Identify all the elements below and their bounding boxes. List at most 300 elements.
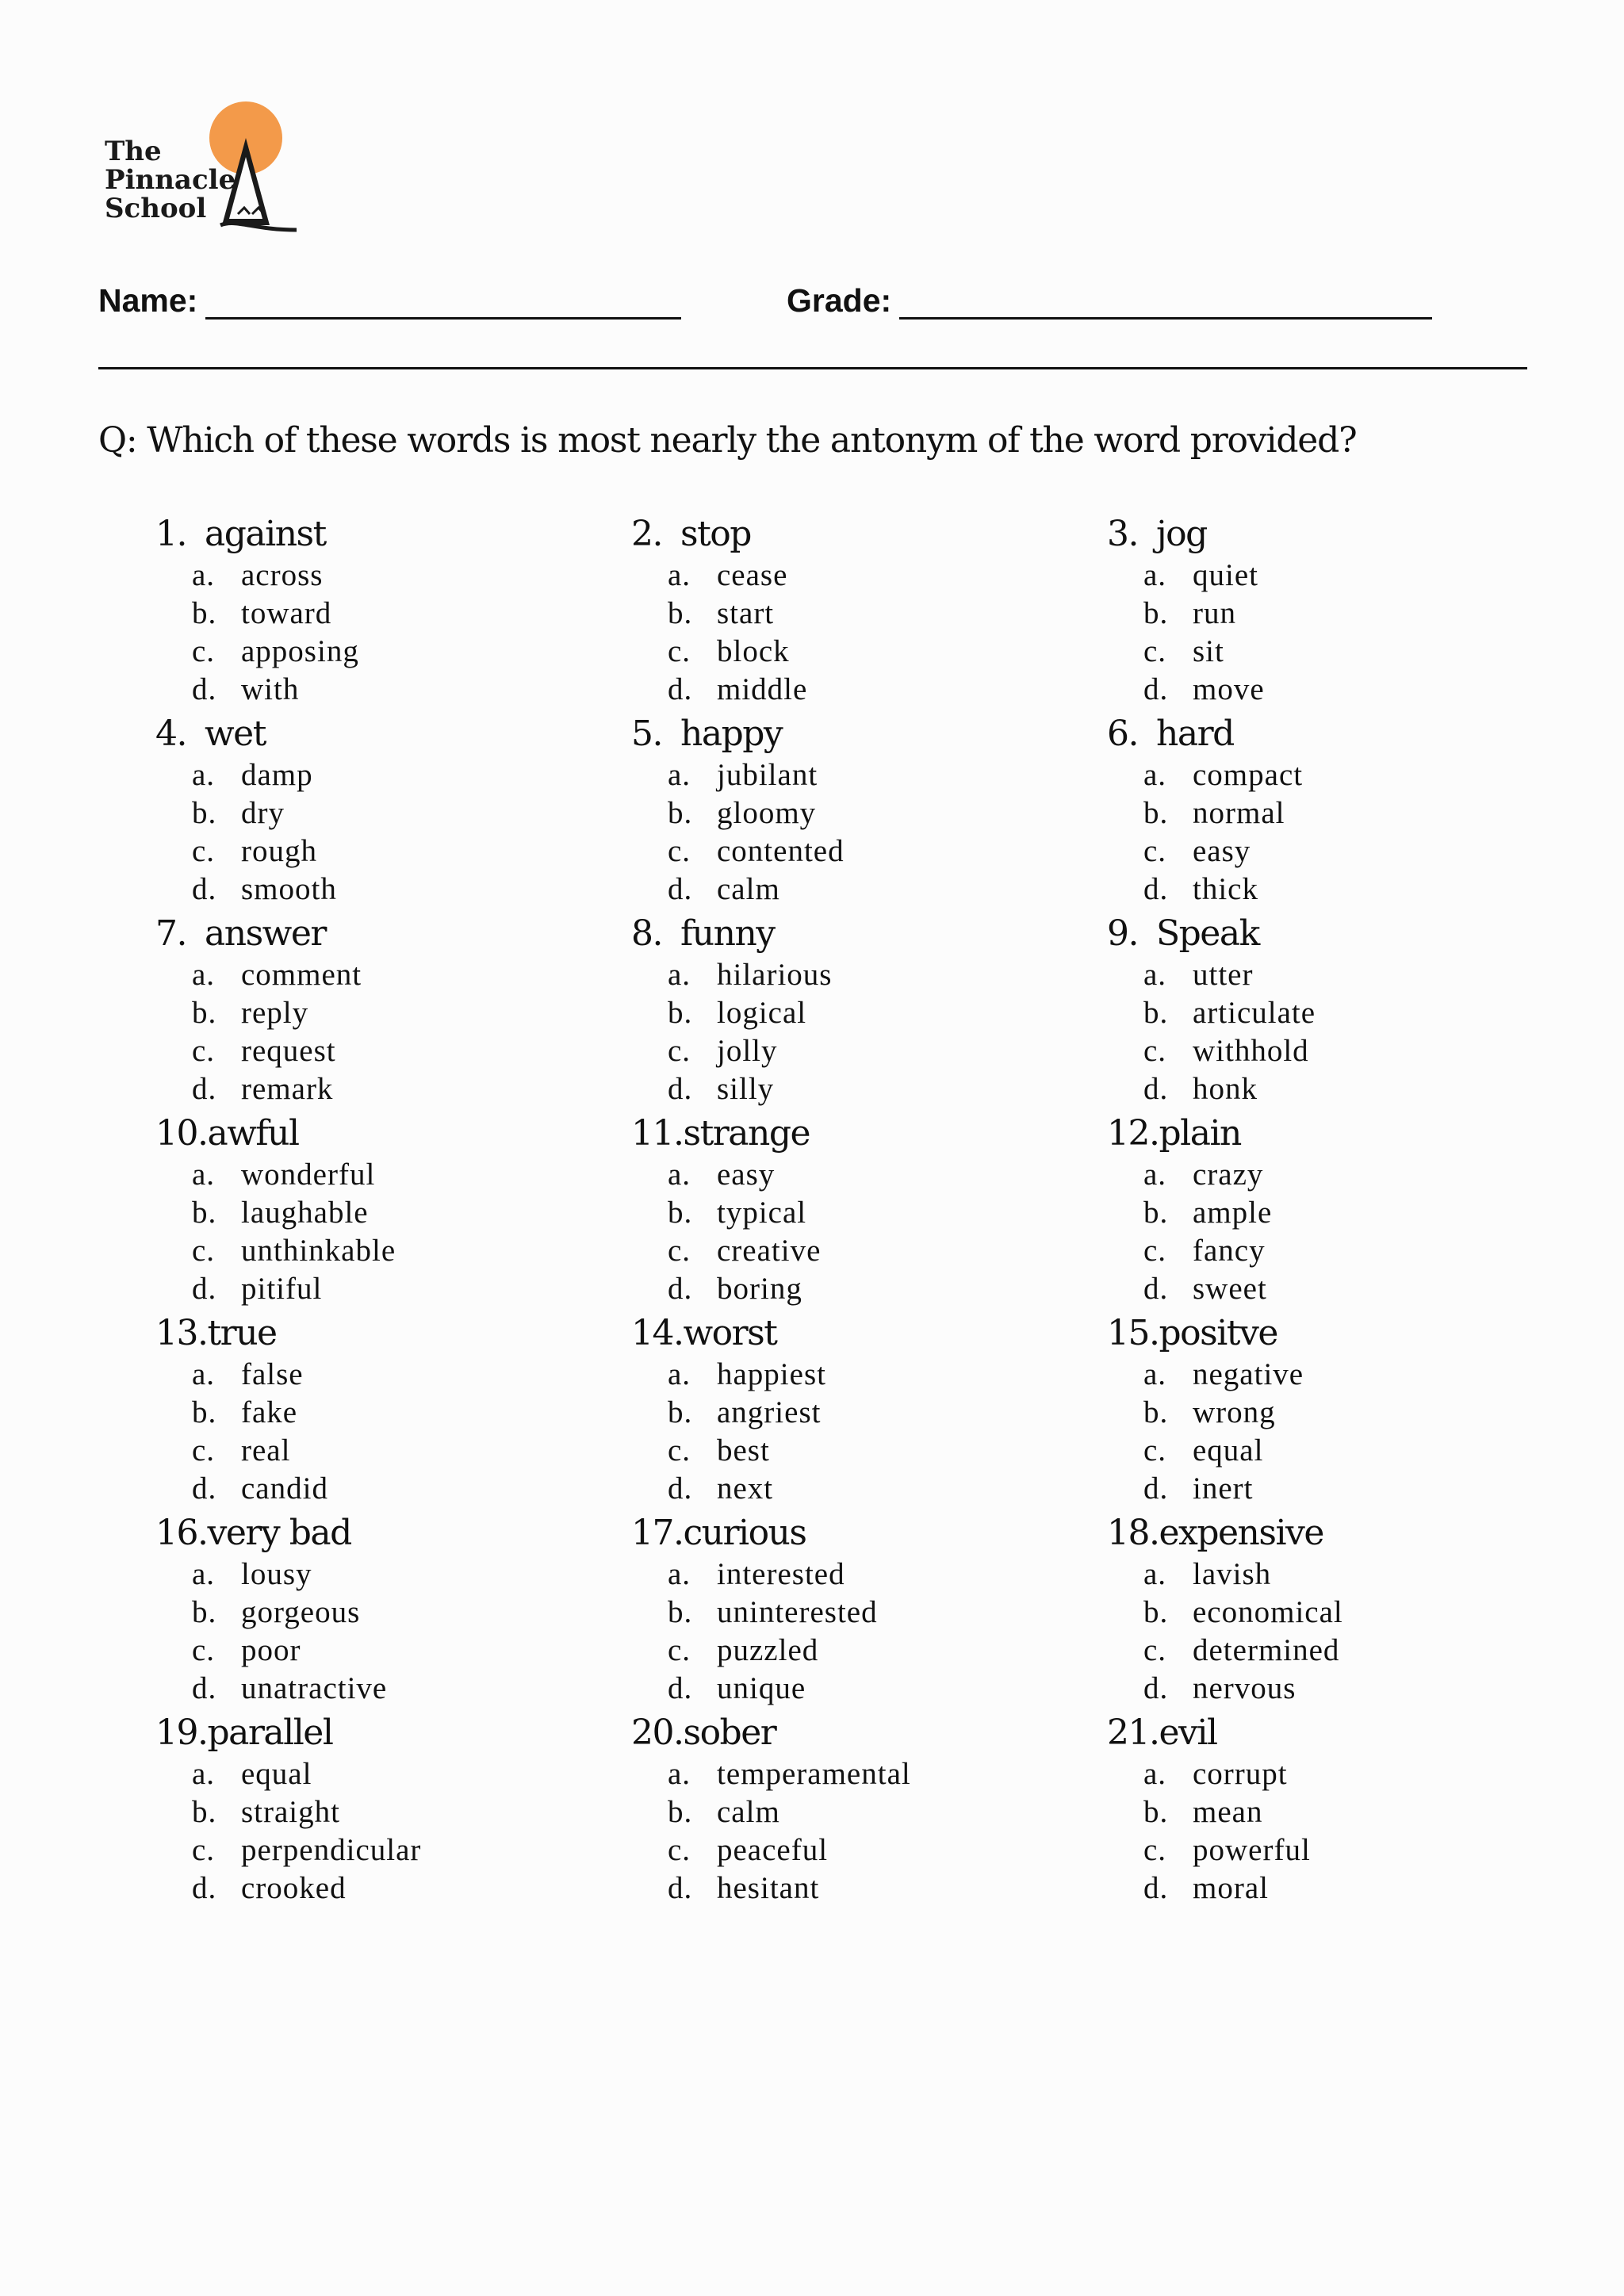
option-letter: d. (1143, 672, 1169, 706)
answer-option[interactable] (155, 756, 599, 794)
answer-option[interactable] (1107, 1555, 1551, 1593)
logo-text-the: The (105, 136, 162, 167)
option-text: jubilant (717, 757, 818, 792)
option-text: moral (1193, 1870, 1269, 1905)
option-letter: a. (192, 1556, 216, 1591)
option-letter: d. (668, 1071, 693, 1106)
answer-option[interactable] (1107, 955, 1551, 993)
option-text: straight (241, 1794, 340, 1829)
option-letter: c. (192, 1632, 216, 1667)
name-blank-line[interactable] (205, 284, 681, 320)
answer-option[interactable] (1107, 632, 1551, 670)
answer-option[interactable] (155, 1469, 599, 1507)
answer-option[interactable] (1107, 1469, 1551, 1507)
option-text: start (717, 595, 775, 630)
grade-blank-line[interactable] (899, 284, 1432, 320)
option-text: happiest (717, 1357, 826, 1391)
question-word: strange (683, 1112, 810, 1154)
answer-option[interactable] (631, 794, 1075, 832)
answer-option[interactable] (155, 1593, 599, 1631)
option-text: hilarious (717, 957, 833, 992)
question-heading (1107, 1111, 1551, 1155)
question-word: jog (1156, 513, 1207, 554)
answer-option[interactable] (631, 756, 1075, 794)
answer-option[interactable] (155, 832, 599, 870)
option-letter: a. (1143, 557, 1167, 592)
option-text: thick (1193, 871, 1258, 906)
name-field (98, 282, 681, 320)
option-letter: c. (668, 633, 691, 668)
question-number: 14. (631, 1312, 684, 1353)
option-text: fancy (1193, 1233, 1266, 1268)
answer-option[interactable] (155, 1231, 599, 1269)
option-letter: a. (192, 1756, 216, 1791)
question-number: 21. (1107, 1712, 1159, 1753)
question-number: 11. (631, 1112, 684, 1154)
option-text: middle (717, 672, 808, 706)
option-letter: c. (192, 1433, 216, 1468)
answer-option[interactable] (1107, 1269, 1551, 1307)
option-letter: d. (1143, 1271, 1169, 1306)
option-text: wrong (1193, 1395, 1276, 1429)
option-text: equal (1193, 1433, 1264, 1468)
question-word: evil (1159, 1712, 1217, 1753)
answer-option[interactable] (631, 1469, 1075, 1507)
answer-option[interactable] (1107, 794, 1551, 832)
question-number: 5. (631, 713, 662, 754)
answer-option[interactable] (631, 670, 1075, 708)
option-text: honk (1193, 1071, 1258, 1106)
option-text: toward (241, 595, 332, 630)
answer-option[interactable] (631, 1669, 1075, 1707)
logo-text-school: School (105, 193, 207, 224)
school-logo (102, 98, 300, 241)
question-item (155, 711, 599, 911)
question-item (631, 1510, 1075, 1710)
answer-option[interactable] (1107, 1355, 1551, 1393)
option-letter: c. (192, 833, 216, 868)
logo-text-pinnacle: Pinnacle (105, 164, 236, 196)
question-word: plain (1159, 1112, 1241, 1154)
question-item (631, 511, 1075, 711)
option-letter: b. (668, 1794, 693, 1829)
question-number: 10. (155, 1112, 208, 1154)
option-text: compact (1193, 757, 1304, 792)
question-item (155, 511, 599, 711)
answer-option[interactable] (631, 1755, 1075, 1793)
option-letter: a. (668, 1357, 691, 1391)
option-text: normal (1193, 795, 1285, 830)
option-letter: b. (668, 995, 693, 1030)
option-text: jolly (717, 1033, 778, 1068)
answer-option[interactable] (155, 794, 599, 832)
answer-option[interactable] (1107, 670, 1551, 708)
option-letter: c. (668, 1433, 691, 1468)
question-item (631, 1311, 1075, 1510)
option-letter: b. (668, 1395, 693, 1429)
question-item (1107, 1111, 1551, 1311)
answer-option[interactable] (1107, 756, 1551, 794)
answer-option[interactable] (155, 1631, 599, 1669)
option-letter: b. (668, 795, 693, 830)
answer-option[interactable] (1107, 1755, 1551, 1793)
answer-option[interactable] (155, 955, 599, 993)
header-divider (98, 367, 1527, 369)
answer-option[interactable] (155, 1355, 599, 1393)
option-letter: a. (1143, 1357, 1167, 1391)
answer-option[interactable] (155, 1793, 599, 1831)
option-letter: c. (192, 1233, 216, 1268)
option-letter: d. (192, 1670, 217, 1705)
option-text: block (717, 633, 790, 668)
question-column-2 (631, 511, 1075, 1910)
option-letter: a. (668, 1756, 691, 1791)
question-word: worst (683, 1312, 777, 1353)
answer-option[interactable] (1107, 556, 1551, 594)
option-text: inert (1193, 1471, 1254, 1506)
question-heading (631, 1111, 1075, 1155)
option-letter: a. (668, 557, 691, 592)
option-text: articulate (1193, 995, 1316, 1030)
answer-option[interactable] (155, 1031, 599, 1070)
answer-option[interactable] (155, 1669, 599, 1707)
answer-option[interactable] (155, 1393, 599, 1431)
answer-option[interactable] (155, 1269, 599, 1307)
option-letter: d. (1143, 1870, 1169, 1905)
option-text: fake (241, 1395, 298, 1429)
option-letter: d. (192, 1471, 217, 1506)
answer-option[interactable] (1107, 1070, 1551, 1108)
option-letter: c. (1143, 1033, 1167, 1068)
question-word: awful (207, 1112, 299, 1154)
option-text: economical (1193, 1594, 1343, 1629)
answer-option[interactable] (631, 1555, 1075, 1593)
question-item (155, 1510, 599, 1710)
option-letter: b. (1143, 1195, 1169, 1230)
question-heading (155, 1311, 599, 1355)
option-letter: a. (668, 957, 691, 992)
answer-option[interactable] (1107, 1231, 1551, 1269)
option-text: ample (1193, 1195, 1273, 1230)
question-word: sober (683, 1712, 776, 1753)
answer-option[interactable] (1107, 1793, 1551, 1831)
option-letter: d. (1143, 1471, 1169, 1506)
answer-option[interactable] (1107, 1869, 1551, 1907)
answer-option[interactable] (631, 1031, 1075, 1070)
option-letter: b. (668, 1594, 693, 1629)
option-letter: c. (1143, 1433, 1167, 1468)
option-text: angriest (717, 1395, 822, 1429)
option-text: powerful (1193, 1832, 1311, 1867)
question-number: 16. (155, 1512, 208, 1553)
answer-option[interactable] (631, 870, 1075, 908)
question-heading (155, 1111, 599, 1155)
option-text: gorgeous (241, 1594, 361, 1629)
option-text: sit (1193, 633, 1224, 668)
grade-field (787, 282, 1432, 320)
option-letter: b. (1143, 795, 1169, 830)
answer-option[interactable] (155, 632, 599, 670)
option-text: crooked (241, 1870, 347, 1905)
option-text: calm (717, 871, 780, 906)
option-letter: b. (192, 1395, 217, 1429)
option-text: silly (717, 1071, 775, 1106)
question-number: 4. (155, 713, 186, 754)
question-number: 2. (631, 513, 662, 554)
answer-option[interactable] (155, 1831, 599, 1869)
option-letter: d. (1143, 1071, 1169, 1106)
option-letter: c. (192, 633, 216, 668)
option-text: cease (717, 557, 788, 592)
answer-option[interactable] (155, 670, 599, 708)
option-letter: d. (192, 1071, 217, 1106)
option-letter: b. (192, 1594, 217, 1629)
question-word: wet (205, 713, 266, 754)
option-text: puzzled (717, 1632, 819, 1667)
option-letter: b. (668, 595, 693, 630)
question-heading (631, 1510, 1075, 1555)
answer-option[interactable] (155, 1155, 599, 1193)
option-letter: a. (1143, 1756, 1167, 1791)
answer-option[interactable] (1107, 1155, 1551, 1193)
option-text: lousy (241, 1556, 312, 1591)
option-letter: a. (192, 557, 216, 592)
option-text: logical (717, 995, 807, 1030)
question-heading (1107, 1510, 1551, 1555)
option-letter: b. (192, 1195, 217, 1230)
answer-option[interactable] (155, 1869, 599, 1907)
question-number: 7. (155, 913, 186, 954)
option-text: boring (717, 1271, 802, 1306)
option-text: next (717, 1471, 774, 1506)
answer-option[interactable] (1107, 870, 1551, 908)
option-text: lavish (1193, 1556, 1272, 1591)
option-text: perpendicular (241, 1832, 422, 1867)
answer-option[interactable] (1107, 1393, 1551, 1431)
answer-option[interactable] (631, 1593, 1075, 1631)
option-text: quiet (1193, 557, 1258, 592)
option-text: unthinkable (241, 1233, 396, 1268)
option-letter: a. (668, 757, 691, 792)
answer-option[interactable] (631, 1793, 1075, 1831)
option-text: sweet (1193, 1271, 1267, 1306)
question-heading (155, 711, 599, 756)
option-letter: b. (1143, 1594, 1169, 1629)
answer-option[interactable] (155, 1070, 599, 1108)
option-text: damp (241, 757, 313, 792)
answer-option[interactable] (1107, 1669, 1551, 1707)
option-text: hesitant (717, 1870, 820, 1905)
option-text: smooth (241, 871, 337, 906)
option-letter: b. (192, 995, 217, 1030)
answer-option[interactable] (631, 993, 1075, 1031)
question-item (155, 1111, 599, 1311)
answer-option[interactable] (631, 594, 1075, 632)
question-item (1107, 1311, 1551, 1510)
grade-label: Grade: (787, 282, 892, 319)
answer-option[interactable] (631, 1431, 1075, 1469)
option-text: across (241, 557, 324, 592)
question-heading (155, 1710, 599, 1755)
answer-option[interactable] (631, 1831, 1075, 1869)
answer-option[interactable] (631, 1155, 1075, 1193)
question-heading (631, 511, 1075, 556)
option-text: unique (717, 1670, 806, 1705)
question-number: 17. (631, 1512, 684, 1553)
pinnacle-logo-icon (102, 98, 300, 241)
option-text: uninterested (717, 1594, 878, 1629)
option-letter: c. (668, 1632, 691, 1667)
answer-option[interactable] (1107, 1031, 1551, 1070)
question-number: 18. (1107, 1512, 1159, 1553)
question-word: against (205, 513, 326, 554)
option-text: rough (241, 833, 317, 868)
answer-option[interactable] (155, 594, 599, 632)
question-word: happy (680, 713, 783, 754)
answer-option[interactable] (631, 1193, 1075, 1231)
question-word: parallel (207, 1712, 333, 1753)
answer-option[interactable] (1107, 594, 1551, 632)
answer-option[interactable] (631, 832, 1075, 870)
option-letter: d. (668, 1471, 693, 1506)
answer-option[interactable] (155, 1193, 599, 1231)
option-text: gloomy (717, 795, 817, 830)
answer-option[interactable] (155, 993, 599, 1031)
question-number: 13. (155, 1312, 208, 1353)
student-info-row (98, 282, 1526, 330)
question-item (631, 1710, 1075, 1910)
option-letter: a. (1143, 1556, 1167, 1591)
option-letter: d. (192, 1271, 217, 1306)
question-number: 3. (1107, 513, 1138, 554)
option-text: unatractive (241, 1670, 388, 1705)
option-text: apposing (241, 633, 359, 668)
option-text: reply (241, 995, 309, 1030)
question-heading (155, 911, 599, 955)
answer-option[interactable] (1107, 993, 1551, 1031)
answer-option[interactable] (155, 1755, 599, 1793)
option-text: interested (717, 1556, 845, 1591)
answer-option[interactable] (1107, 1193, 1551, 1231)
option-text: temperamental (717, 1756, 911, 1791)
answer-option[interactable] (1107, 1593, 1551, 1631)
option-text: typical (717, 1195, 807, 1230)
option-letter: a. (192, 757, 216, 792)
answer-option[interactable] (631, 1631, 1075, 1669)
answer-option[interactable] (631, 1355, 1075, 1393)
question-item (1107, 911, 1551, 1111)
question-word: stop (680, 513, 751, 554)
name-label: Name: (98, 282, 198, 319)
option-letter: d. (668, 1670, 693, 1705)
question-word: funny (680, 913, 775, 954)
option-letter: d. (668, 672, 693, 706)
option-text: mean (1193, 1794, 1263, 1829)
question-heading (1107, 1311, 1551, 1355)
question-number: 9. (1107, 913, 1138, 954)
question-item (155, 1311, 599, 1510)
option-letter: a. (192, 957, 216, 992)
option-text: with (241, 672, 300, 706)
answer-option[interactable] (1107, 832, 1551, 870)
question-number: 6. (1107, 713, 1138, 754)
answer-option[interactable] (631, 1231, 1075, 1269)
answer-option[interactable] (631, 1869, 1075, 1907)
option-text: dry (241, 795, 285, 830)
option-letter: a. (192, 1357, 216, 1391)
answer-option[interactable] (631, 632, 1075, 670)
answer-option[interactable] (631, 556, 1075, 594)
answer-option[interactable] (155, 1555, 599, 1593)
question-number: 1. (155, 513, 186, 554)
option-letter: b. (192, 795, 217, 830)
option-text: peaceful (717, 1832, 829, 1867)
option-text: corrupt (1193, 1756, 1288, 1791)
question-number: 20. (631, 1712, 684, 1753)
question-word: true (207, 1312, 277, 1353)
option-letter: c. (1143, 1832, 1167, 1867)
option-text: poor (241, 1632, 301, 1667)
question-heading (631, 911, 1075, 955)
question-word: hard (1156, 713, 1234, 754)
question-prompt: Q: Which of these words is most nearly the antonym of the word provided? (98, 420, 1357, 461)
option-letter: d. (192, 871, 217, 906)
question-item (1107, 1710, 1551, 1910)
answer-option[interactable] (631, 1393, 1075, 1431)
question-column-1 (155, 511, 599, 1910)
option-text: calm (717, 1794, 780, 1829)
question-word: Speak (1156, 913, 1259, 954)
option-letter: c. (668, 833, 691, 868)
answer-option[interactable] (1107, 1831, 1551, 1869)
option-letter: c. (1143, 1632, 1167, 1667)
answer-option[interactable] (155, 1431, 599, 1469)
question-item (631, 1111, 1075, 1311)
option-text: move (1193, 672, 1265, 706)
option-letter: b. (1143, 995, 1169, 1030)
option-text: candid (241, 1471, 328, 1506)
question-number: 15. (1107, 1312, 1159, 1353)
option-text: negative (1193, 1357, 1304, 1391)
option-text: best (717, 1433, 770, 1468)
option-text: crazy (1193, 1157, 1264, 1192)
question-item (1107, 711, 1551, 911)
answer-option[interactable] (631, 955, 1075, 993)
answer-option[interactable] (155, 556, 599, 594)
option-letter: c. (668, 1033, 691, 1068)
answer-option[interactable] (631, 1070, 1075, 1108)
option-letter: a. (1143, 1157, 1167, 1192)
option-letter: c. (192, 1033, 216, 1068)
answer-option[interactable] (155, 870, 599, 908)
option-letter: b. (1143, 1794, 1169, 1829)
option-letter: a. (1143, 757, 1167, 792)
question-heading (631, 711, 1075, 756)
option-letter: d. (668, 1271, 693, 1306)
option-letter: b. (1143, 595, 1169, 630)
answer-option[interactable] (1107, 1431, 1551, 1469)
option-letter: b. (192, 1794, 217, 1829)
question-heading (631, 1311, 1075, 1355)
option-letter: b. (1143, 1395, 1169, 1429)
answer-option[interactable] (631, 1269, 1075, 1307)
question-heading (631, 1710, 1075, 1755)
option-text: laughable (241, 1195, 369, 1230)
question-word: answer (205, 913, 326, 954)
question-heading (1107, 911, 1551, 955)
question-item (1107, 511, 1551, 711)
answer-option[interactable] (1107, 1631, 1551, 1669)
